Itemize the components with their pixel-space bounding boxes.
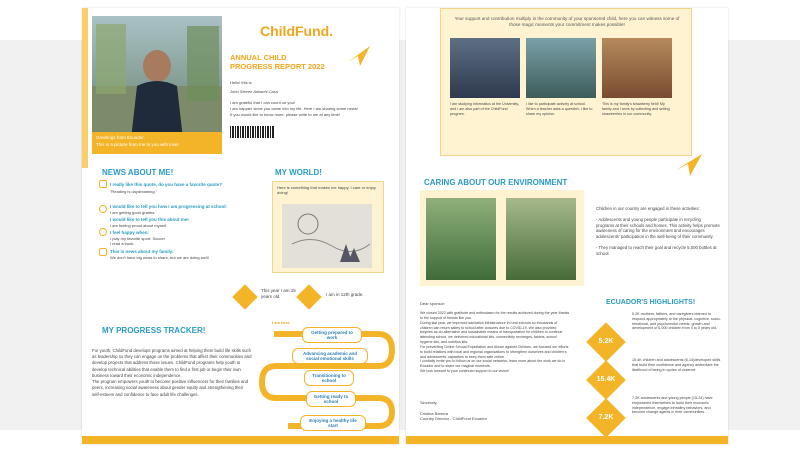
news-answer: I am feeling proud about myself. bbox=[110, 223, 167, 228]
photo-caption-1: Greetings from Ecuador. bbox=[96, 135, 145, 140]
highlight-value: 5.2K bbox=[598, 338, 614, 345]
grade-text: I am in 12th grade. bbox=[326, 292, 364, 297]
greeting-text: Hello! this is bbox=[230, 80, 252, 85]
childfund-logo: ChildFund. bbox=[260, 23, 334, 39]
barcode bbox=[230, 126, 274, 138]
news-question: I would like to tell you this about me! bbox=[110, 217, 189, 222]
news-answer: "Reading is daydreaming." bbox=[110, 189, 158, 194]
report-page-right bbox=[406, 8, 728, 444]
letter-signature: Cristina Barrera Country Director - ChildFund Ecuador bbox=[420, 411, 487, 422]
letter-body: We closed 2022 with gratitude and enthusiasm for the results achieved during the year thanks to the support of friends like you. During last year, we improved sanitation infrastructure in rural schools so thousands of children can return safely to school after closures due to COVID-19. We also provided bicycles as an alternative and sustainable means of transportation for children to continue attending school, we delivered educational kits, connectivity recharges, tablets, school hygiene kits, and nutrition kits. For preventing Online Sexual Exploitation and Abuse against Children, we focused our efforts to build relations with local and regional organizations to strengthen ourselves and children's and adolescents' capacities to keep them safe online. I cordially invite you to follow us on our social networks, learn more about the work we do in Ecuador and to share our magical moments. We look forward to your continued support to our vision! bbox=[420, 311, 570, 374]
photo-caption: I am studying informatics at the University, and I am also part of the ChildFund program. bbox=[450, 102, 519, 116]
photo-student bbox=[450, 38, 520, 98]
highlight-text: 5.2K mothers, fathers, and caregivers learned to respond appropriately to the physical, cognitive, socio-emotional, and psychomotor needs, growth and development of 6,000 children from 0 to 5 years old. bbox=[632, 312, 721, 331]
world-text: Here is something that makes me happy, I care or enjoy doing! bbox=[277, 185, 376, 196]
age-diamond bbox=[232, 284, 257, 309]
highlight-text: 7.2K adolescents and young people (15-24) have empowered themselves to build their economic independence, engage inhealthy behaviors, and become change agents in their communities. bbox=[632, 396, 713, 415]
letter-salutation: Dear sponsor: bbox=[420, 301, 446, 306]
drawing-image bbox=[282, 204, 372, 268]
smile-icon bbox=[99, 228, 107, 236]
family-icon bbox=[99, 248, 107, 256]
news-answer: I play my favorite sport: Soccer I read a book. bbox=[110, 236, 165, 247]
tracker-step: Enjoying a healthy life start bbox=[300, 415, 366, 431]
photo-caption-2: This is a picture from me to you with love! bbox=[96, 142, 179, 147]
school-icon bbox=[99, 205, 107, 213]
news-question: This is news about my family: bbox=[110, 249, 174, 254]
tracker-step: Getting prepared to work bbox=[302, 327, 362, 343]
highlight-text: 15.4K children and adolescents (6-14)developed skills that build their confidence and agency andreduce the likelihood of being in cycles of violence. bbox=[632, 358, 721, 372]
env-photo-2 bbox=[506, 198, 576, 280]
highlight-value: 7.2K bbox=[598, 414, 614, 421]
left-bottom-bar bbox=[82, 436, 399, 444]
child-photo-illustration bbox=[92, 16, 222, 148]
report-page-left bbox=[82, 8, 399, 444]
left-edge-bar bbox=[82, 8, 88, 168]
bird-icon-right bbox=[672, 148, 712, 178]
report-title-2: PROGRESS REPORT 2022 bbox=[230, 62, 325, 71]
age-text: This year I am 15 years old. bbox=[261, 288, 296, 299]
env-title: CARING ABOUT OUR ENVIRONMENT bbox=[424, 178, 568, 187]
tracker-title: MY PROGRESS TRACKER! bbox=[102, 326, 206, 335]
tracker-step: Advancing academic and social emotional skills bbox=[292, 348, 368, 364]
tracker-body: For youth, ChildFund develops programs aimed at helping them build life skills such as leadership so they can engage on the problems that affect their communities and develop projects that address those issues. ChildFund programs help youth to develop technical abilities that enable them to find a first job or begin their own business toward their economic independence. The program empowers youth to become positive influencers for their families and peers, increasing social awareness about gender equity and strengthening their self-esteem and confidence to face adult life challenges. bbox=[92, 348, 252, 397]
world-title: MY WORLD! bbox=[275, 168, 322, 177]
highlights-title: ECUADOR'S HIGHLIGHTS! bbox=[606, 299, 696, 306]
news-question: I would like to tell you how I am progressing at school: bbox=[110, 204, 228, 209]
highlight-value: 15.4K bbox=[596, 376, 616, 383]
quote-icon bbox=[99, 180, 107, 188]
env-photo-1 bbox=[426, 198, 496, 280]
letter-closing: Sincerely, bbox=[420, 400, 438, 405]
intro-line-1: I am grateful that I can count on you! bbox=[230, 100, 295, 105]
child-photo bbox=[92, 16, 222, 148]
intro-line-2: I am happier since you came into my life. Here I am sharing some news! bbox=[230, 106, 358, 111]
tracker-step: Getting ready to school bbox=[306, 391, 356, 407]
tracker-step: Transitioning to school bbox=[304, 370, 354, 386]
support-text: Your support and contribution multiply in the community of your sponsored child, here you can witness some of those magic moments your commitment makes possible! bbox=[454, 16, 680, 27]
news-answer: We don't have big news to share, but we are doing well! bbox=[110, 255, 209, 260]
env-text: Children in our country are engaged in these activities: - Adolescents and young people participate in recycling programs at their schools and homes. This activity helps promote awareness of caring for the environment and encourages adolescents' participation in the well-being of their community. - They managed to reach their goal and recycle 5,000 bottles at school. bbox=[596, 206, 720, 256]
report-title-1: ANNUAL CHILD bbox=[230, 53, 287, 62]
drawing-illustration bbox=[282, 204, 372, 268]
bird-icon bbox=[344, 40, 374, 70]
right-bottom-bar bbox=[406, 436, 728, 444]
photo-tablet bbox=[526, 38, 596, 98]
child-name: John Steven Ankachi Casa bbox=[230, 89, 278, 94]
photo-caption: I like to participate actively at school. When a teacher asks a question, I like to share my opinion. bbox=[526, 102, 593, 116]
tracker-here-label: I am here bbox=[272, 320, 290, 325]
news-question: I feel happy when: bbox=[110, 230, 150, 235]
photo-caption: This is my family's strawberry field! My family and I work by collecting and selling strawberries in our community. bbox=[602, 102, 670, 116]
news-question: I really like this quote, do you have a favorite quote? bbox=[110, 182, 223, 187]
news-title: NEWS ABOUT ME! bbox=[102, 168, 174, 177]
news-answer: I am getting good grades. bbox=[110, 210, 156, 215]
intro-line-3: If you would like to know more, please write to me at any time! bbox=[230, 112, 341, 117]
photo-strawberries bbox=[602, 38, 672, 98]
